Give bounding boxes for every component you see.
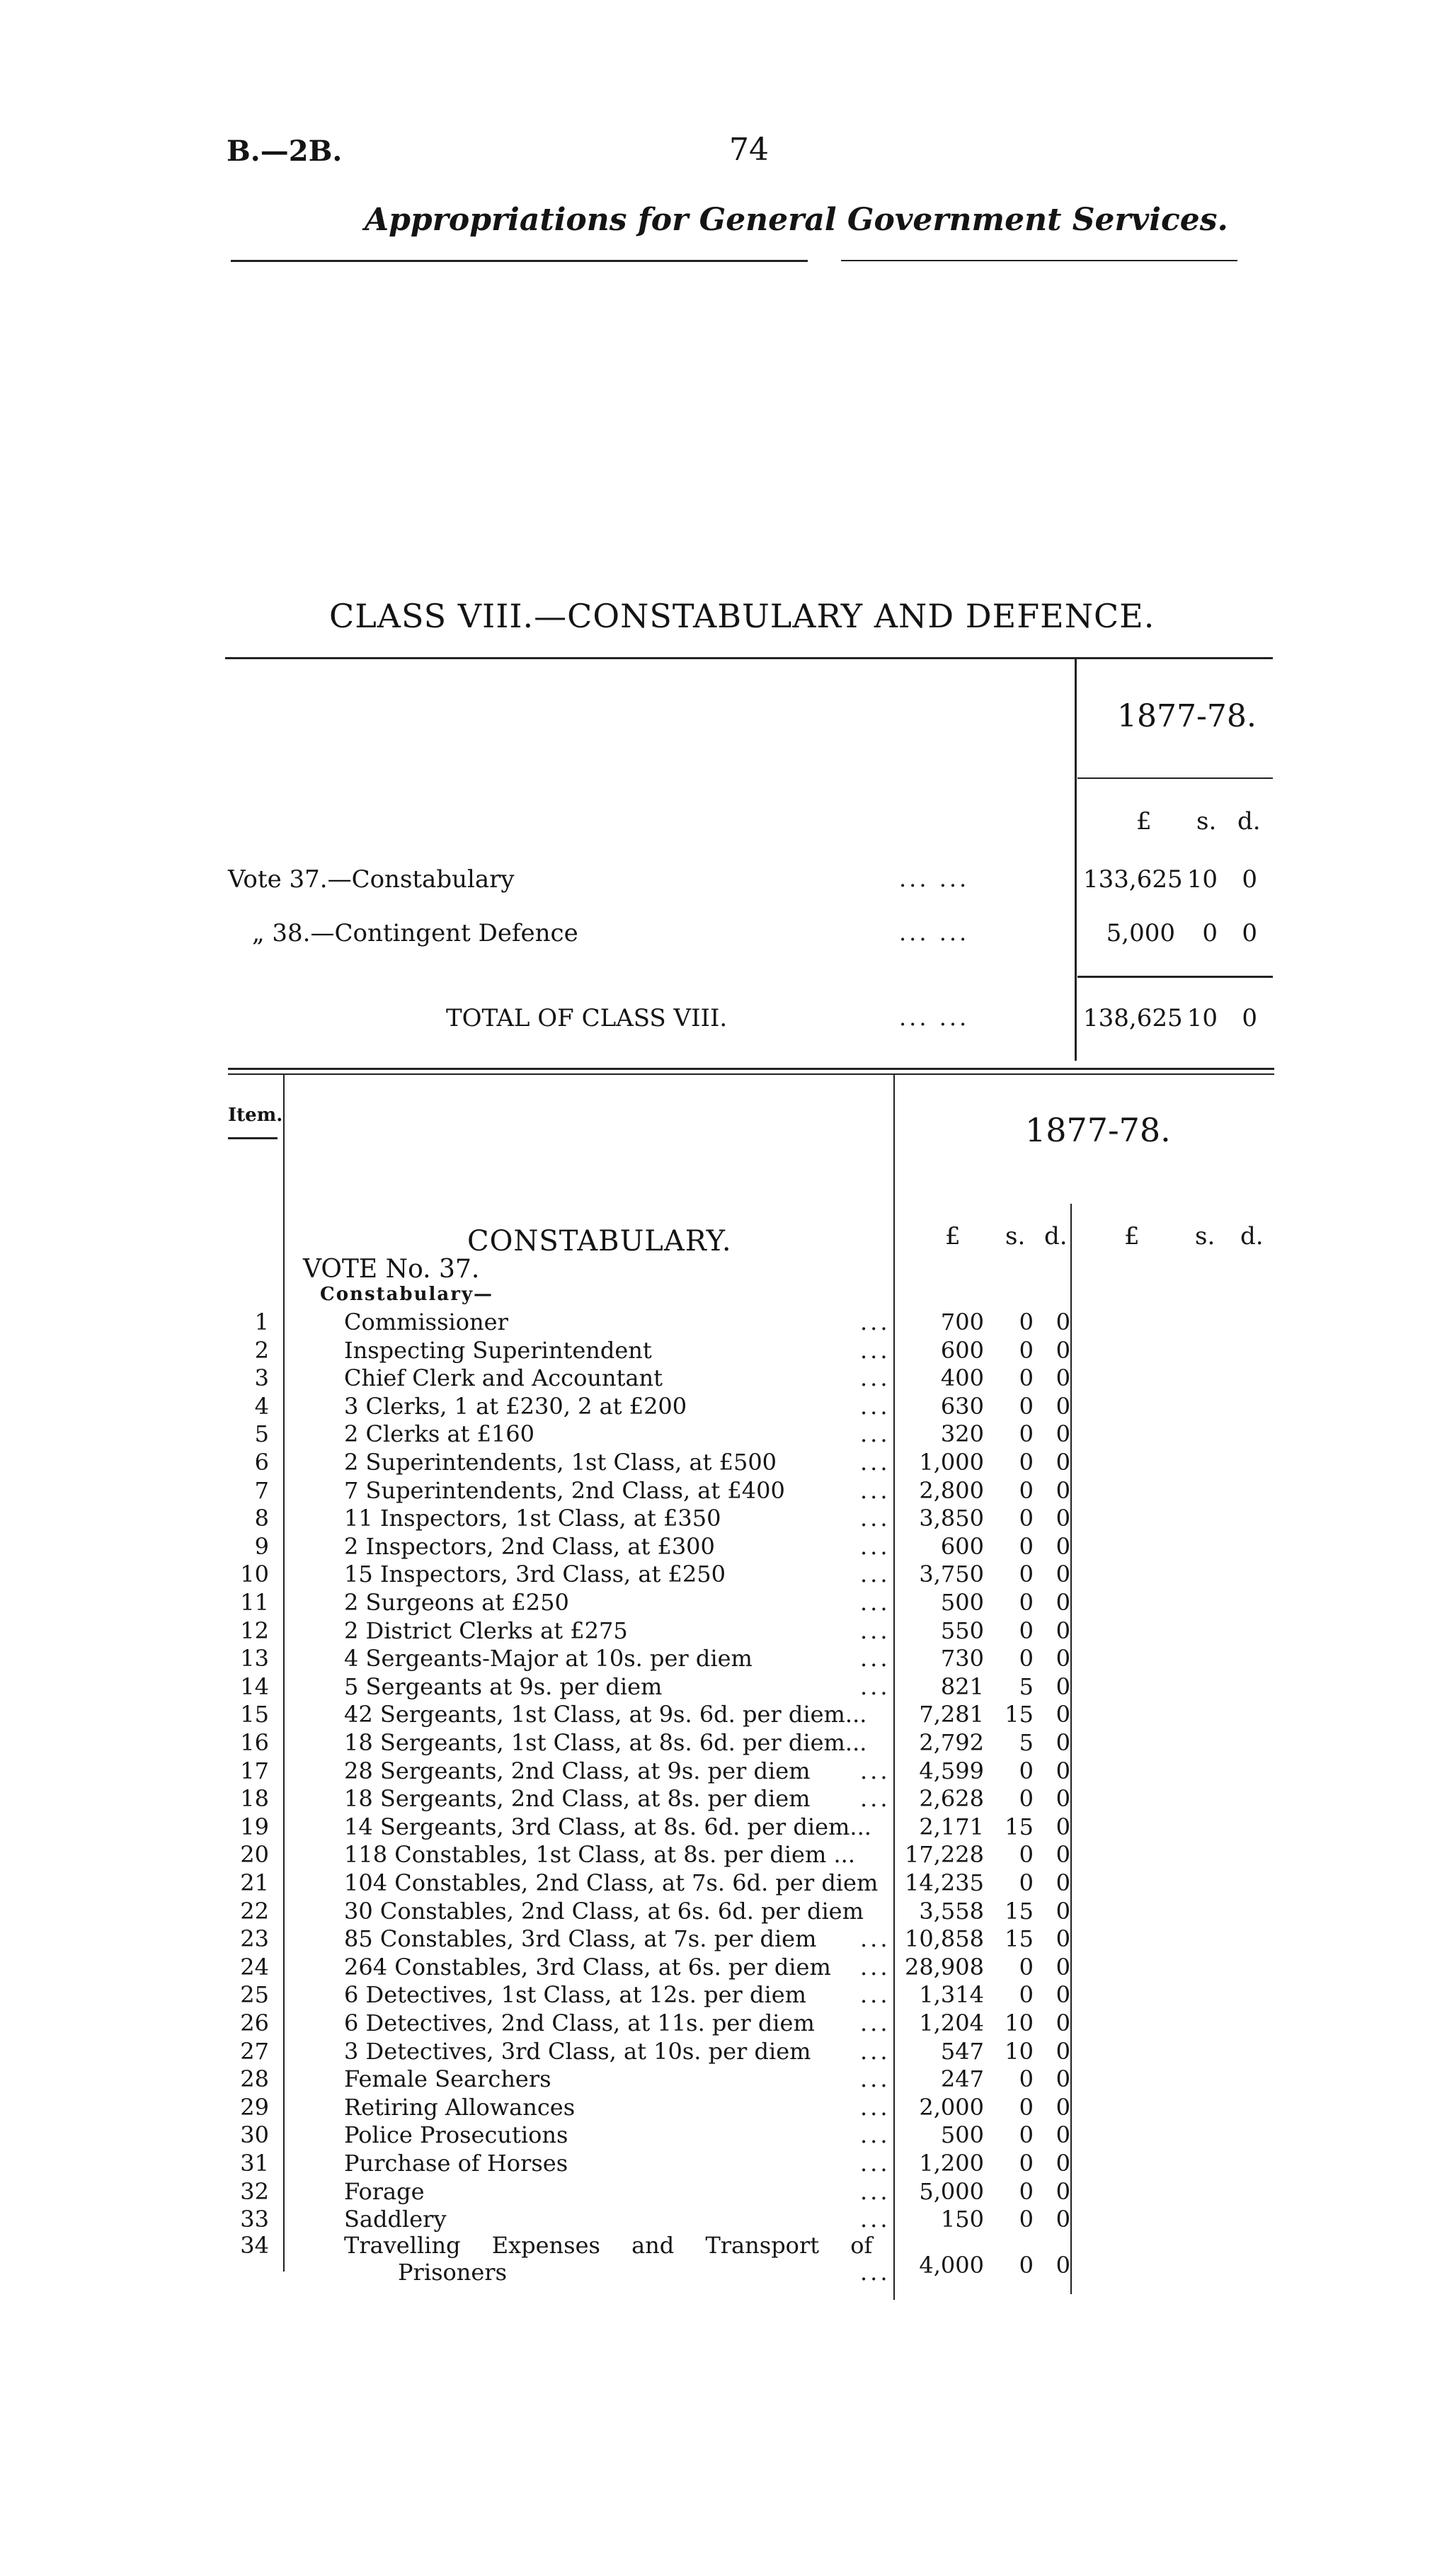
item-description: 5 Sergeants at 9s. per diem [344, 1672, 663, 1700]
item-pence: 0 [1056, 1841, 1070, 1869]
item-dots: ... [860, 1953, 891, 1981]
item-shillings: 0 [1019, 1645, 1034, 1672]
item-description-line1: Travelling Expenses and Transport of [344, 2232, 873, 2259]
item-number: 14 [240, 1672, 269, 1700]
item-pence: 0 [1056, 1449, 1070, 1476]
item-number: 13 [240, 1645, 269, 1672]
item-description: Police Prosecutions [344, 2121, 568, 2149]
subheading: Constabulary— [320, 1284, 494, 1305]
item-dots: ... [860, 1449, 891, 1476]
item-pence: 0 [1056, 1925, 1070, 1953]
detail-year: 1877-78. [1025, 1111, 1171, 1149]
item-dots: ... [860, 1617, 891, 1644]
item-pence: 0 [1056, 2150, 1070, 2177]
item-dots: ... [860, 1364, 891, 1392]
item-description: 15 Inspectors, 3rd Class, at £250 [344, 1561, 726, 1588]
item-description: 2 Clerks at £160 [344, 1420, 535, 1448]
document-reference: B.—2B. [227, 135, 343, 168]
item-pounds: 600 [940, 1336, 984, 1364]
item-dots: ... [860, 1645, 891, 1672]
item-dots: ... [860, 1925, 891, 1953]
item-number: 25 [240, 1981, 269, 2009]
item-shillings: 0 [1019, 1561, 1034, 1588]
summary-total-pence: 0 [1242, 1004, 1257, 1032]
item-pounds: 2,800 [919, 1476, 984, 1504]
summary-row-shillings: 10 [1186, 865, 1218, 894]
item-shillings: 0 [1019, 1420, 1034, 1448]
item-pounds: 2,171 [919, 1813, 984, 1840]
item-dots: ... [860, 2177, 891, 2205]
item-dots: ... [860, 1672, 891, 1700]
item-number: 15 [240, 1701, 269, 1728]
detail-top-rule-2 [228, 1073, 1274, 1075]
detail-unit-shillings: s. [1005, 1222, 1026, 1250]
item-row-15 [0, 1701, 1430, 1729]
item-shillings: 0 [1019, 1532, 1034, 1560]
detail-unit2-shillings: s. [1195, 1222, 1216, 1250]
item-pence: 0 [1056, 1309, 1070, 1335]
item-row-12 [0, 1617, 1430, 1646]
item-pounds: 700 [940, 1309, 984, 1335]
item-shillings: 15 [1005, 1701, 1034, 1728]
detail-unit-pence: d. [1044, 1222, 1068, 1250]
summary-row-label: „ 38.—Contingent Defence [252, 919, 578, 947]
item-number: 21 [240, 1869, 269, 1896]
item-description: 30 Constables, 2nd Class, at 6s. 6d. per diem [344, 1897, 864, 1925]
item-shillings: 0 [1019, 2093, 1034, 2121]
item-pounds: 2,628 [919, 1785, 984, 1813]
item-pounds: 28,908 [905, 1953, 984, 1981]
item-column-header: Item. [228, 1105, 283, 1126]
item-description: Saddlery [344, 2206, 447, 2233]
item-pence: 0 [1056, 1701, 1070, 1728]
item-number: 28 [240, 2065, 269, 2093]
summary-row-pence: 0 [1242, 865, 1257, 894]
item-shillings: 15 [1005, 1925, 1034, 1953]
item-row-32 [0, 2178, 1430, 2206]
item-shillings: 10 [1005, 2037, 1034, 2065]
item-description: 18 Sergeants, 2nd Class, at 8s. per diem [344, 1785, 811, 1813]
detail-unit2-pence: d. [1240, 1222, 1264, 1250]
item-dots: ... [860, 2065, 891, 2093]
summary-column-divider [1075, 657, 1077, 1061]
detail-top-rule [228, 1068, 1274, 1070]
item-pounds: 400 [940, 1364, 984, 1392]
summary-total-dots: ... ... [899, 1004, 970, 1031]
item-description: Forage [344, 2177, 425, 2205]
item-dots: ... [860, 1532, 891, 1560]
page-number: 74 [729, 132, 769, 168]
item-description: 42 Sergeants, 1st Class, at 9s. 6d. per diem... [344, 1701, 867, 1728]
item-number: 26 [240, 2010, 269, 2036]
item-row-9 [0, 1533, 1430, 1561]
item-row-11 [0, 1589, 1430, 1617]
item-number: 19 [240, 1813, 269, 1840]
item-shillings: 0 [1019, 2177, 1034, 2205]
item-number: 20 [240, 1841, 269, 1869]
summary-row-shillings: 0 [1202, 919, 1218, 947]
item-pounds: 150 [940, 2206, 984, 2233]
item-pence: 0 [1056, 2121, 1070, 2149]
item-shillings: 0 [1019, 1589, 1034, 1616]
item-row-23 [0, 1925, 1430, 1954]
item-pounds: 14,235 [905, 1869, 984, 1896]
item-shillings: 0 [1019, 2065, 1034, 2093]
item-pounds: 1,200 [919, 2150, 984, 2177]
item-number: 5 [254, 1420, 269, 1448]
summary-total-label: TOTAL OF CLASS VIII. [446, 1004, 728, 1032]
item-dots: ... [860, 1476, 891, 1504]
item-shillings: 0 [1019, 1392, 1034, 1420]
item-row-7 [0, 1477, 1430, 1505]
item-row-27 [0, 2038, 1430, 2066]
item-pounds: 1,204 [919, 2010, 984, 2036]
item-number: 24 [240, 1953, 269, 1981]
section-title: CONSTABULARY. [467, 1225, 732, 1258]
item-dots: ... [860, 2259, 891, 2286]
item-shillings: 0 [1019, 1364, 1034, 1392]
item-row-4 [0, 1393, 1430, 1421]
item-dots: ... [860, 1981, 891, 2009]
item-shillings: 0 [1019, 2206, 1034, 2233]
item-row-13 [0, 1645, 1430, 1673]
item-description: 11 Inspectors, 1st Class, at £350 [344, 1505, 721, 1532]
item-number: 1 [254, 1309, 269, 1335]
vote-number: VOTE No. 37. [303, 1255, 480, 1284]
item-number: 11 [240, 1589, 269, 1616]
class-title: CLASS VIII.—CONSTABULARY AND DEFENCE. [329, 597, 1155, 635]
item-shillings: 5 [1019, 1729, 1034, 1756]
item-pounds: 500 [940, 2121, 984, 2149]
item-dots: ... [860, 1505, 891, 1532]
item-dots: ... [860, 2093, 891, 2121]
item-description: 104 Constables, 2nd Class, at 7s. 6d. per diem [344, 1869, 879, 1896]
item-number: 18 [240, 1785, 269, 1813]
item-description-line2: Prisoners [398, 2259, 508, 2286]
item-shillings: 5 [1019, 1672, 1034, 1700]
item-number: 10 [240, 1561, 269, 1588]
item-pounds: 500 [940, 1589, 984, 1616]
header-rule-right [841, 260, 1237, 261]
item-pence: 0 [1056, 1729, 1070, 1756]
item-pence: 0 [1056, 1897, 1070, 1925]
item-number: 27 [240, 2037, 269, 2065]
item-shillings: 0 [1019, 2121, 1034, 2149]
summary-total-shillings: 10 [1186, 1004, 1218, 1032]
item-description: Female Searchers [344, 2065, 551, 2093]
item-row-14 [0, 1673, 1430, 1702]
item-dots: ... [860, 1561, 891, 1588]
item-description: 2 Surgeons at £250 [344, 1589, 569, 1616]
item-dots: ... [860, 1420, 891, 1448]
item-description: 85 Constables, 3rd Class, at 7s. per diem [344, 1925, 817, 1953]
item-pounds: 1,000 [919, 1449, 984, 1476]
item-row-2 [0, 1337, 1430, 1365]
summary-unit-pence: d. [1237, 807, 1261, 836]
item-description: 28 Sergeants, 2nd Class, at 9s. per diem [344, 1757, 811, 1784]
item-number: 4 [254, 1392, 269, 1420]
item-pounds: 630 [940, 1392, 984, 1420]
summary-year: 1877-78. [1117, 698, 1257, 734]
detail-unit2-pounds: £ [1124, 1222, 1140, 1250]
item-shillings: 0 [1019, 1981, 1034, 2009]
item-description: 3 Detectives, 3rd Class, at 10s. per diem [344, 2037, 811, 2065]
summary-unit-shillings: s. [1196, 807, 1217, 836]
item-pence: 0 [1056, 1645, 1070, 1672]
item-shillings: 10 [1005, 2010, 1034, 2036]
item-pence: 0 [1056, 2177, 1070, 2205]
item-number: 34 [240, 2232, 269, 2259]
item-shillings: 15 [1005, 1813, 1034, 1840]
item-dots: ... [860, 1589, 891, 1616]
item-pence: 0 [1056, 2065, 1070, 2093]
item-row-20 [0, 1841, 1430, 1869]
item-description: Inspecting Superintendent [344, 1336, 652, 1364]
item-number: 3 [254, 1364, 269, 1392]
item-pounds: 247 [940, 2065, 984, 2093]
item-number: 9 [254, 1532, 269, 1560]
item-row-19 [0, 1813, 1430, 1842]
item-shillings: 0 [1019, 1449, 1034, 1476]
item-description: 264 Constables, 3rd Class, at 6s. per diem [344, 1953, 831, 1981]
item-number: 12 [240, 1617, 269, 1644]
item-pence: 0 [1056, 1785, 1070, 1813]
item-pence: 0 [1056, 1420, 1070, 1448]
item-row-22 [0, 1898, 1430, 1926]
item-dots: ... [860, 2150, 891, 2177]
item-pence: 0 [1056, 1364, 1070, 1392]
item-row-17 [0, 1757, 1430, 1786]
item-pounds: 17,228 [905, 1841, 984, 1869]
detail-unit-pounds: £ [945, 1222, 961, 1250]
item-pounds: 3,558 [919, 1897, 984, 1925]
running-title: Appropriations for General Government Services. [365, 202, 1228, 238]
summary-total-rule [1077, 976, 1273, 978]
item-number: 30 [240, 2121, 269, 2149]
item-number: 33 [240, 2206, 269, 2233]
item-pence: 0 [1056, 2010, 1070, 2036]
item-row-29 [0, 2094, 1430, 2122]
item-shillings: 0 [1019, 1757, 1034, 1784]
item-pence: 0 [1056, 1869, 1070, 1896]
item-pounds: 547 [940, 2037, 984, 2065]
item-shillings: 0 [1019, 1505, 1034, 1532]
summary-row-pounds: 133,625 [1083, 865, 1183, 894]
item-pounds: 3,750 [919, 1561, 984, 1588]
item-dots: ... [860, 1336, 891, 1364]
item-dots: ... [860, 1757, 891, 1784]
item-pence: 0 [1056, 1505, 1070, 1532]
item-row-5 [0, 1420, 1430, 1449]
item-shillings: 0 [1019, 1869, 1034, 1896]
item-description: 6 Detectives, 2nd Class, at 11s. per diem [344, 2010, 815, 2036]
item-description: 2 Inspectors, 2nd Class, at £300 [344, 1532, 715, 1560]
item-description: 3 Clerks, 1 at £230, 2 at £200 [344, 1392, 687, 1420]
item-number: 32 [240, 2177, 269, 2205]
item-shillings: 0 [1019, 1476, 1034, 1504]
item-dots: ... [860, 2121, 891, 2149]
item-pounds: 4,599 [919, 1757, 984, 1784]
item-dots: ... [860, 1392, 891, 1420]
item-pence: 0 [1056, 1617, 1070, 1644]
item-pence: 0 [1056, 1476, 1070, 1504]
item-description: 2 District Clerks at £275 [344, 1617, 628, 1644]
item-shillings: 0 [1019, 1617, 1034, 1644]
item-row-24 [0, 1954, 1430, 1982]
item-row-1 [0, 1309, 1430, 1337]
item-row-26 [0, 2010, 1430, 2038]
item-row-30 [0, 2121, 1430, 2150]
item-description: 7 Superintendents, 2nd Class, at £400 [344, 1476, 785, 1504]
item-number: 16 [240, 1729, 269, 1756]
summary-top-rule [225, 657, 1273, 659]
item-description: Commissioner [344, 1309, 508, 1335]
item-row-28 [0, 2065, 1430, 2094]
item-pence: 0 [1056, 1589, 1070, 1616]
item-pence: 0 [1056, 2093, 1070, 2121]
item-number: 17 [240, 1757, 269, 1784]
item-description: Chief Clerk and Accountant [344, 1364, 663, 1392]
summary-total-pounds: 138,625 [1083, 1004, 1183, 1032]
item-number: 8 [254, 1505, 269, 1532]
item-pence: 0 [1056, 1672, 1070, 1700]
item-description: 6 Detectives, 1st Class, at 12s. per diem [344, 1981, 806, 2009]
item-description: 118 Constables, 1st Class, at 8s. per diem ... [344, 1841, 855, 1869]
item-description: 2 Superintendents, 1st Class, at £500 [344, 1449, 777, 1476]
item-pounds: 5,000 [919, 2177, 984, 2205]
summary-row-pounds: 5,000 [1106, 919, 1175, 947]
item-pounds: 7,281 [919, 1701, 984, 1728]
item-row-10 [0, 1561, 1430, 1589]
item-pounds: 320 [940, 1420, 984, 1448]
item-pence: 0 [1056, 1981, 1070, 2009]
item-number: 22 [240, 1897, 269, 1925]
item-row-25 [0, 1981, 1430, 2010]
item-pence: 0 [1056, 1561, 1070, 1588]
item-pounds: 3,850 [919, 1505, 984, 1532]
summary-row-dots: ... ... [899, 865, 970, 892]
item-pence: 0 [1056, 1813, 1070, 1840]
item-description: 4 Sergeants-Major at 10s. per diem [344, 1645, 753, 1672]
item-pounds: 600 [940, 1532, 984, 1560]
item-shillings: 0 [1019, 2252, 1034, 2279]
item-row-31 [0, 2150, 1430, 2178]
item-pence: 0 [1056, 2252, 1070, 2279]
item-pounds: 4,000 [919, 2252, 984, 2279]
summary-unit-pounds: £ [1136, 807, 1152, 836]
item-pence: 0 [1056, 1336, 1070, 1364]
item-row-6 [0, 1449, 1430, 1477]
item-pence: 0 [1056, 1392, 1070, 1420]
summary-row-pence: 0 [1242, 919, 1257, 947]
item-number: 31 [240, 2150, 269, 2177]
item-description: Retiring Allowances [344, 2093, 576, 2121]
item-row-21 [0, 1869, 1430, 1898]
item-pounds: 1,314 [919, 1981, 984, 2009]
item-description: 18 Sergeants, 1st Class, at 8s. 6d. per diem... [344, 1729, 867, 1756]
item-row-3 [0, 1364, 1430, 1393]
item-pounds: 730 [940, 1645, 984, 1672]
item-row-18 [0, 1785, 1430, 1813]
item-pounds: 10,858 [905, 1925, 984, 1953]
item-row-16 [0, 1729, 1430, 1757]
item-pence: 0 [1056, 1953, 1070, 1981]
item-shillings: 15 [1005, 1897, 1034, 1925]
item-shillings: 0 [1019, 1309, 1034, 1335]
summary-row-label: Vote 37.—Constabulary [228, 865, 515, 894]
item-pence: 0 [1056, 2037, 1070, 2065]
item-dots: ... [860, 2206, 891, 2233]
item-shillings: 0 [1019, 2150, 1034, 2177]
item-pounds: 2,000 [919, 2093, 984, 2121]
header-rule-left [231, 260, 808, 262]
item-pence: 0 [1056, 1532, 1070, 1560]
item-dots: ... [860, 2010, 891, 2036]
item-description: Purchase of Horses [344, 2150, 568, 2177]
item-number: 2 [254, 1336, 269, 1364]
item-number: 7 [254, 1476, 269, 1504]
item-row-8 [0, 1505, 1430, 1533]
item-number: 23 [240, 1925, 269, 1953]
item-number: 6 [254, 1449, 269, 1476]
summary-row-dots: ... ... [899, 919, 970, 946]
item-shillings: 0 [1019, 1953, 1034, 1981]
item-dots: ... [860, 1309, 891, 1335]
item-header-rule [228, 1137, 278, 1139]
item-number: 29 [240, 2093, 269, 2121]
summary-year-rule [1077, 777, 1273, 779]
item-pence: 0 [1056, 2206, 1070, 2233]
item-description: 14 Sergeants, 3rd Class, at 8s. 6d. per diem... [344, 1813, 871, 1840]
item-pounds: 550 [940, 1617, 984, 1644]
item-shillings: 0 [1019, 1841, 1034, 1869]
item-dots: ... [860, 1785, 891, 1813]
item-shillings: 0 [1019, 1785, 1034, 1813]
item-pence: 0 [1056, 1757, 1070, 1784]
item-shillings: 0 [1019, 1336, 1034, 1364]
item-row-33 [0, 2206, 1430, 2234]
item-pounds: 2,792 [919, 1729, 984, 1756]
item-pounds: 821 [940, 1672, 984, 1700]
item-dots: ... [860, 2037, 891, 2065]
